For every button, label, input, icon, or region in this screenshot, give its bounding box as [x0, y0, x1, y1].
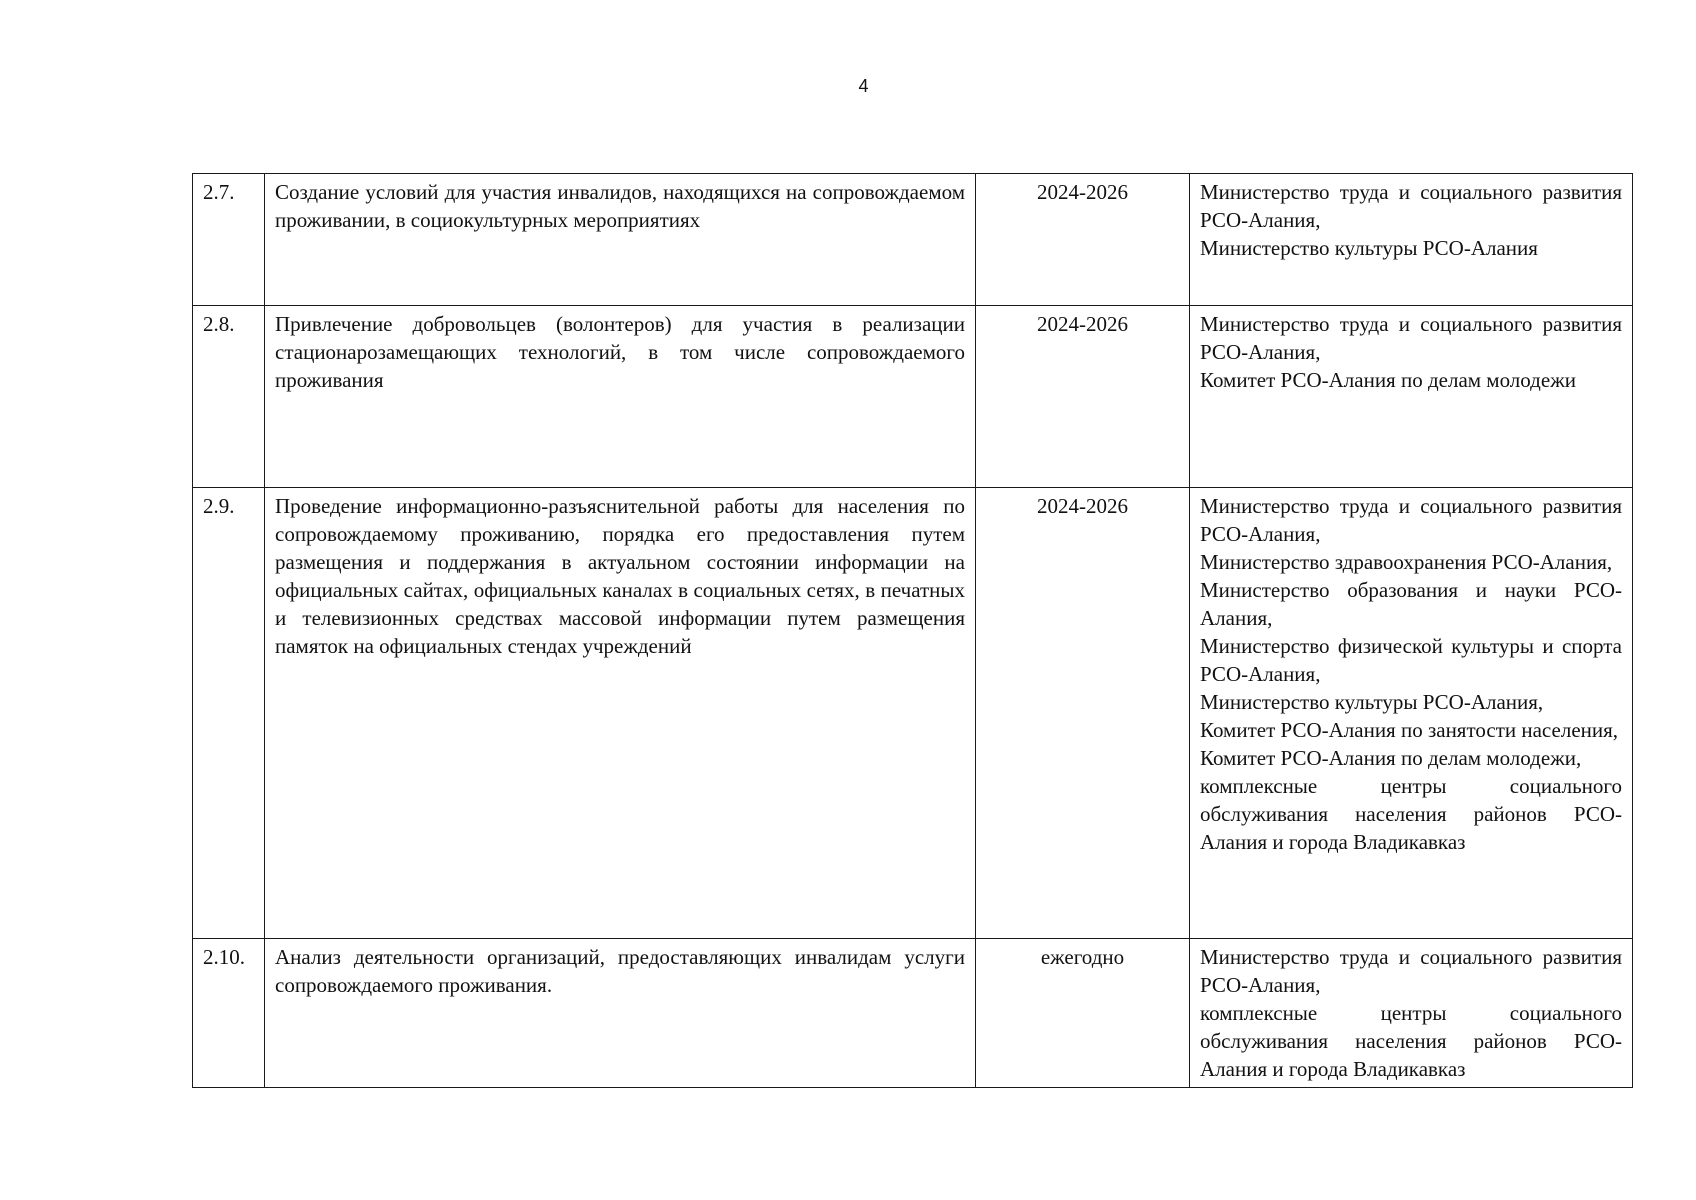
- responsible-item: Министерство здравоохранения РСО-Алания,: [1200, 550, 1613, 574]
- measure-period: 2024-2026: [976, 488, 1190, 939]
- measure-description: Анализ деятельности организаций, предоставляющих инвалидам услуги сопровождаемого проживания.: [265, 939, 976, 1088]
- row-number: 2.9.: [193, 488, 265, 939]
- responsible-executors: [1190, 306, 1633, 488]
- responsible-item: Комитет РСО-Алания по занятости населения,: [1200, 718, 1619, 742]
- responsible-item: Министерство труда и социального развития РСО-Алания,: [1200, 312, 1622, 364]
- responsible-item: Министерство образования и науки РСО-Алания,: [1200, 578, 1622, 630]
- row-number: 2.7.: [193, 174, 265, 306]
- page-number: 4: [858, 76, 869, 96]
- table-row: [193, 306, 1633, 488]
- responsible-executors: [1190, 939, 1633, 1088]
- responsible-item: Министерство труда и социального развития РСО-Алания,: [1200, 945, 1622, 997]
- responsible-item: Министерство культуры РСО-Алания,: [1200, 690, 1544, 714]
- measure-description: Проведение информационно-разъяснительной работы для населения по сопровождаемому проживанию, порядка его предоставления путем размещения и поддержания в актуальном состоянии информации на официальных сайтах, официальных каналах в социальных сетях, в печатных и телевизионных средствах массовой информации путем размещения памяток на официальных стендах учреждений: [265, 488, 976, 939]
- responsible-executors: [1190, 488, 1633, 939]
- measure-description: Привлечение добровольцев (волонтеров) для участия в реализации стационарозамещающих технологий, в том числе сопровождаемого проживания: [265, 306, 976, 488]
- responsible-item: комплексные центры социального обслуживания населения районов РСО-Алания и города Владикавказ: [1200, 1001, 1622, 1081]
- responsible-item: Министерство труда и социального развития РСО-Алания,: [1200, 494, 1622, 546]
- responsible-item: комплексные центры социального обслуживания населения районов РСО-Алания и города Владикавказ: [1200, 774, 1622, 854]
- table-row: [193, 488, 1633, 939]
- table-row: [193, 174, 1633, 306]
- measure-description: Создание условий для участия инвалидов, находящихся на сопровождаемом проживании, в социокультурных мероприятиях: [265, 174, 976, 306]
- responsible-item: Комитет РСО-Алания по делам молодежи: [1200, 368, 1576, 392]
- responsible-executors: [1190, 174, 1633, 306]
- measure-period: ежегодно: [976, 939, 1190, 1088]
- responsible-item: Министерство физической культуры и спорта РСО-Алания,: [1200, 634, 1622, 686]
- measure-period: 2024-2026: [976, 306, 1190, 488]
- measures-table: [192, 173, 1633, 1088]
- responsible-item: Министерство труда и социального развития РСО-Алания,: [1200, 180, 1622, 232]
- row-number: 2.10.: [193, 939, 265, 1088]
- measure-period: 2024-2026: [976, 174, 1190, 306]
- table-row: [193, 939, 1633, 1088]
- row-number: 2.8.: [193, 306, 265, 488]
- responsible-item: Комитет РСО-Алания по делам молодежи,: [1200, 746, 1582, 770]
- responsible-item: Министерство культуры РСО-Алания: [1200, 236, 1538, 260]
